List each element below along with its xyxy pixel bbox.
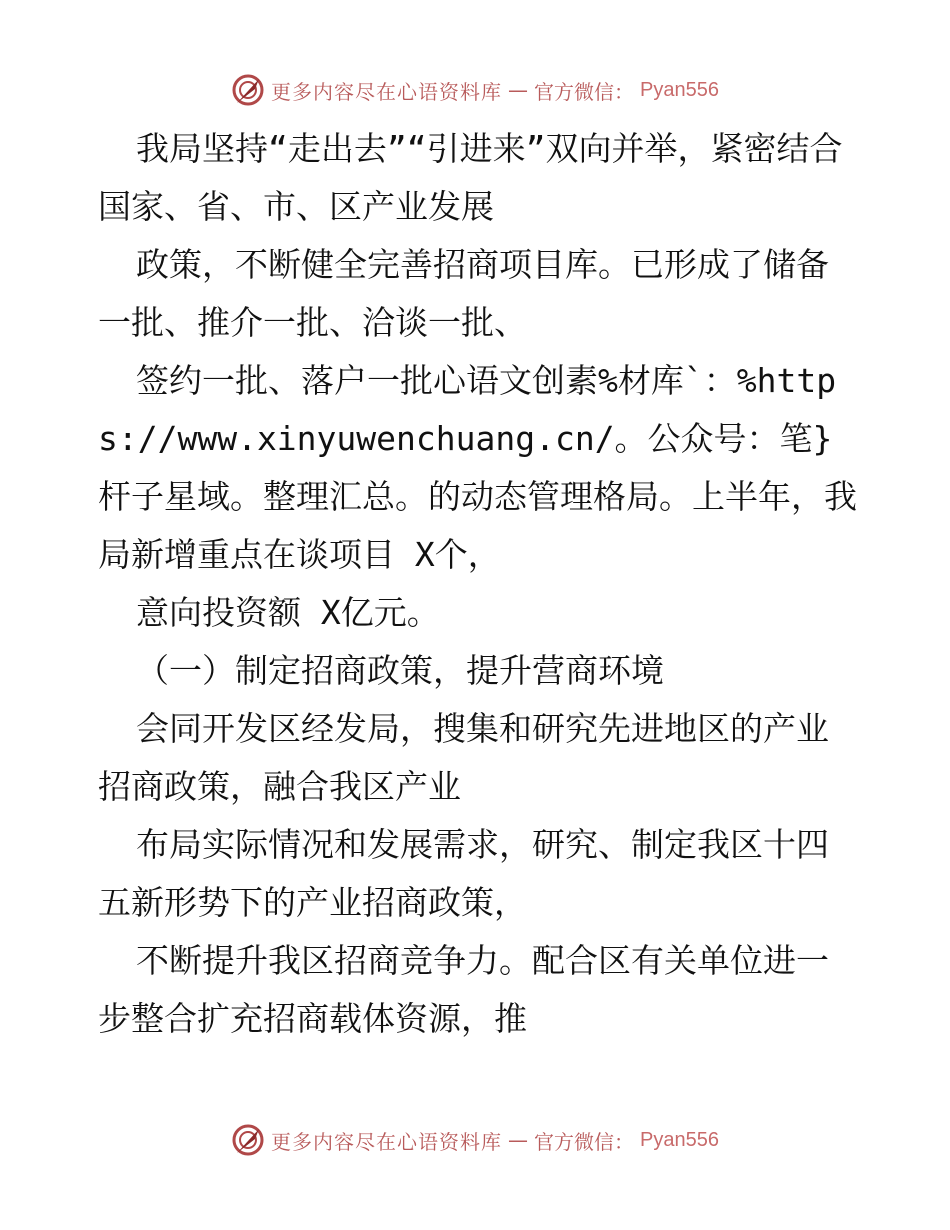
- header-banner: [0, 70, 950, 110]
- header-dash: —: [508, 78, 529, 102]
- paragraph-4: 意向投资额 X亿元。: [136, 593, 440, 632]
- paragraph-1: 我局坚持“走出去”“引进来”双向并举，紧密结合国家、省、市、区产业发展: [98, 129, 843, 226]
- footer-wechat-id: Pyan556: [640, 1128, 719, 1151]
- quill-logo-icon: [231, 73, 265, 107]
- header-promo-text: 更多内容尽在心语资料库: [271, 79, 503, 104]
- paragraph-6: 布局实际情况和发展需求，研究、制定我区十四五新形势下的产业招商政策，: [98, 825, 829, 922]
- paragraph-5: 会同开发区经发局，搜集和研究先进地区的产业招商政策，融合我区产业: [98, 709, 829, 806]
- paragraph-3: 签约一批、落户一批心语文创素%材库`：%https://www.xinyuwenchuang.cn/。公众号：笔}杆子星域。整理汇总。的动态管理格局。上半年，我局新增重点在谈项目 X个，: [98, 361, 857, 574]
- section-heading: （一）制定招商政策，提升营商环境: [136, 651, 664, 690]
- document-body: [98, 120, 858, 1048]
- footer-dash: —: [508, 1128, 529, 1152]
- footer-banner: [0, 1120, 950, 1160]
- header-wechat-id: Pyan556: [640, 78, 719, 101]
- paragraph-7: 不断提升我区招商竞争力。配合区有关单位进一步整合扩充招商载体资源，推: [98, 941, 829, 1038]
- quill-logo-icon: [231, 1123, 265, 1157]
- paragraph-2: 政策，不断健全完善招商项目库。已形成了储备一批、推介一批、洽谈一批、: [98, 245, 829, 342]
- footer-official-label: 官方微信：: [534, 1129, 635, 1154]
- header-official-label: 官方微信：: [534, 79, 635, 104]
- footer-promo-text: 更多内容尽在心语资料库: [271, 1129, 503, 1154]
